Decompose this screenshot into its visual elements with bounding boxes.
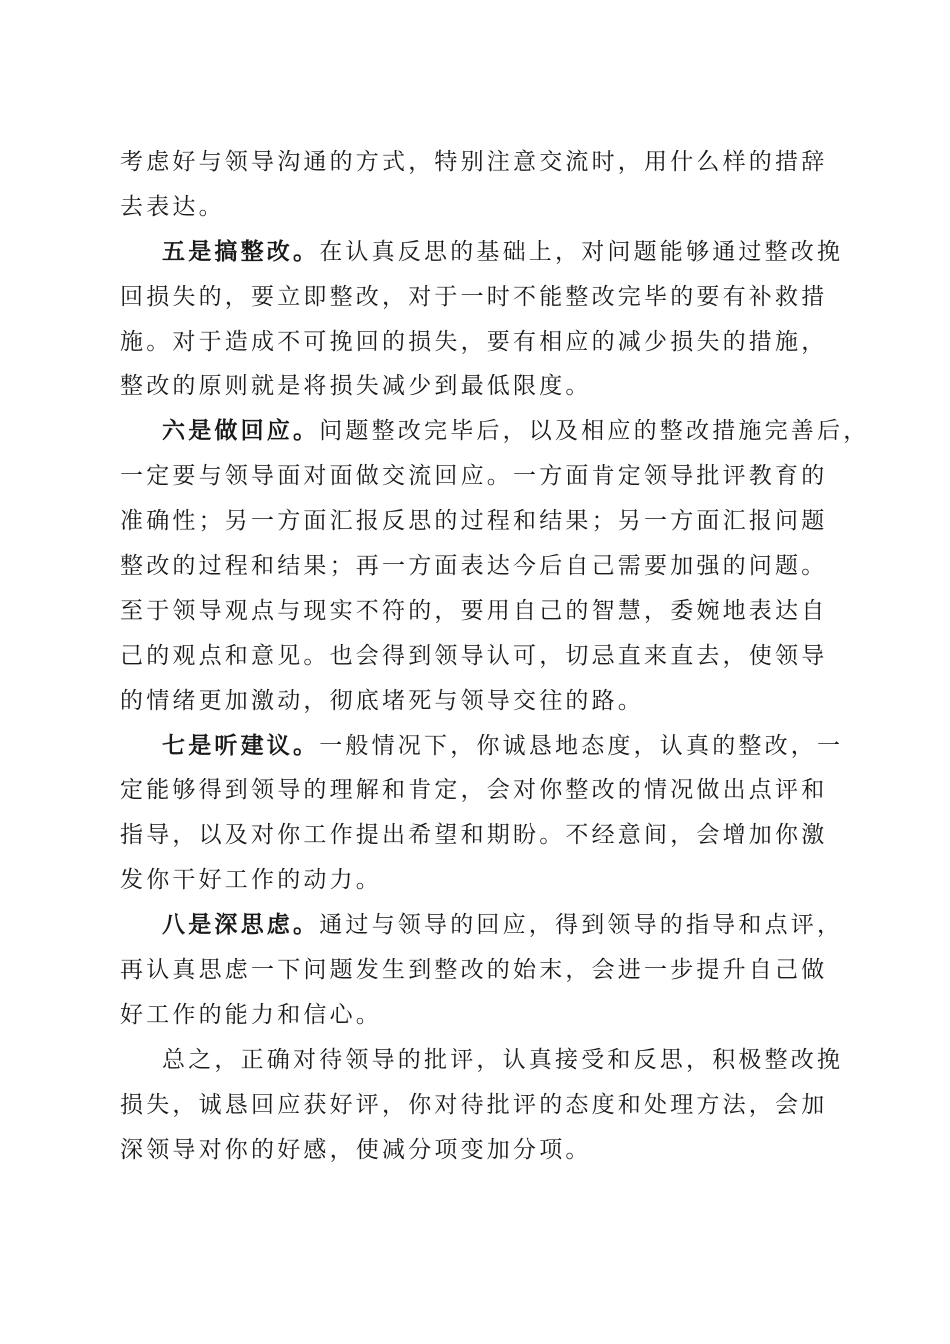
paragraph-reflect (120, 903, 844, 1038)
paragraph-heading: 八是深思虑。 (162, 911, 320, 939)
paragraph-line: 定能够得到领导的理解和肯定，会对你整改的情况做出点评和 (120, 777, 828, 804)
paragraph-line: 整改的过程和结果；再一方面表达今后自己需要加强的问题。 (120, 553, 828, 580)
paragraph-line: 通过与领导的回应，得到领导的指导和点评， (319, 912, 844, 939)
paragraph-heading: 五是搞整改。 (162, 237, 320, 265)
paragraph-rectify (120, 230, 844, 410)
paragraph-line: 损失，诚恳回应获好评，你对待批评的态度和处理方法，会加 (120, 1091, 828, 1118)
paragraph-first-line (120, 903, 844, 948)
paragraph-line: 指导，以及对你工作提出希望和期盼。不经意间，会增加你激 (120, 822, 828, 849)
paragraph-advice (120, 724, 844, 904)
paragraph-line: 在认真反思的基础上，对问题能够通过整改挽 (319, 238, 844, 265)
paragraph-line: 准确性；另一方面汇报反思的过程和结果；另一方面汇报问题 (120, 508, 828, 535)
paragraph-line: 回损失的，要立即整改，对于一时不能整改完毕的要有补救措 (120, 283, 828, 310)
paragraph-first-line (120, 230, 844, 275)
paragraph-line: 一般情况下，你诚恳地态度，认真的整改，一 (319, 732, 844, 759)
document-body (120, 140, 870, 1172)
paragraph-first-line (120, 409, 870, 454)
paragraph-heading: 七是听建议。 (162, 731, 320, 759)
paragraph-continuation (120, 140, 832, 230)
paragraph-respond (120, 409, 870, 723)
paragraph-heading: 六是做回应。 (162, 417, 320, 445)
paragraph-line: 考虑好与领导沟通的方式，特别注意交流时，用什么样的措辞 (120, 149, 828, 175)
paragraph-line: 总之，正确对待领导的批评，认真接受和反思，积极整改挽 (162, 1046, 844, 1073)
paragraph-line: 整改的原则就是将损失减少到最低限度。 (120, 373, 592, 400)
paragraph-line: 一定要与领导面对面做交流回应。一方面肯定领导批评教育的 (120, 463, 828, 490)
paragraph-line: 的情绪更加激动，彻底堵死与领导交往的路。 (120, 687, 644, 714)
paragraph-line: 至于领导观点与现实不符的，要用自己的智慧，委婉地表达自 (120, 597, 828, 624)
paragraph-line: 施。对于造成不可挽回的损失，要有相应的减少损失的措施， (120, 328, 828, 355)
paragraph-line: 去表达。 (120, 193, 225, 220)
paragraph-line: 己的观点和意见。也会得到领导认可，切忌直来直去，使领导 (120, 642, 828, 669)
paragraph-first-line (120, 724, 844, 769)
paragraph-conclusion (120, 1038, 844, 1173)
paragraph-line: 深领导对你的好感，使减分项变加分项。 (120, 1136, 592, 1163)
paragraph-line: 发你干好工作的动力。 (120, 867, 382, 894)
paragraph-line: 再认真思虑一下问题发生到整改的始末，会进一步提升自己做 (120, 957, 828, 984)
paragraph-line: 问题整改完毕后，以及相应的整改措施完善后， (319, 418, 870, 445)
paragraph-line: 好工作的能力和信心。 (120, 1001, 382, 1028)
